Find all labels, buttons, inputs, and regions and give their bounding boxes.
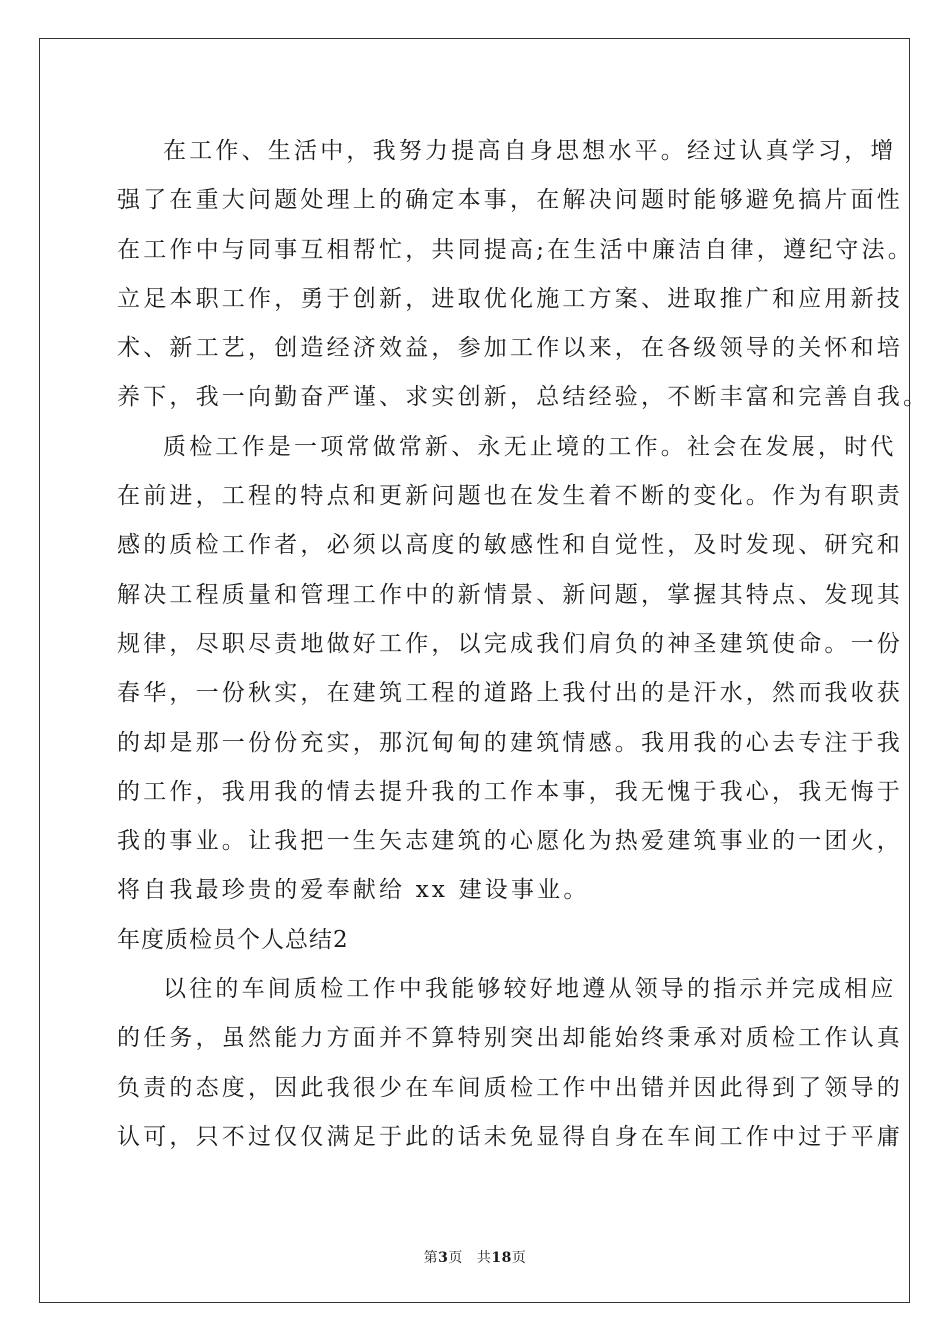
total-suffix: 页: [511, 1250, 527, 1266]
paragraph-line: 认可，只不过仅仅满足于此的话未免显得自身在车间工作中过于平庸: [117, 1123, 903, 1150]
paragraph-line: 的任务，虽然能力方面并不算特别突出却能始终秉承对质检工作认真: [117, 1025, 903, 1052]
paragraph-line: 我的事业。让我把一生矢志建筑的心愿化为热爱建筑事业的一团火，: [117, 828, 903, 855]
paragraph-line: 在前进，工程的特点和更新问题也在发生着不断的变化。作为有职责: [117, 483, 903, 510]
total-prefix: 共: [476, 1250, 492, 1266]
paragraph-line: 将自我最珍贵的爱奉献给 xx 建设事业。: [117, 877, 590, 904]
paragraph-line: 在工作中与同事互相帮忙，共同提高;在生活中廉洁自律，遵纪守法。: [117, 236, 914, 263]
paragraph-line: 的却是那一份份充实，那沉甸甸的建筑情感。我用我的心去专注于我: [117, 729, 903, 756]
page-prefix: 第: [423, 1250, 439, 1266]
paragraph-line: 负责的态度，因此我很少在车间质检工作中出错并因此得到了领导的: [117, 1074, 903, 1101]
paragraph-line: 质检工作是一项常做常新、永无止境的工作。社会在发展，时代: [163, 433, 897, 460]
page-suffix: 页: [448, 1250, 463, 1266]
paragraph-line: 春华，一份秋实，在建筑工程的道路上我付出的是汗水，然而我收获: [117, 680, 903, 707]
paragraph-line: 立足本职工作，勇于创新，进取优化施工方案、进取推广和应用新技: [117, 285, 903, 312]
paragraph-line: 规律，尽职尽责地做好工作，以完成我们肩负的神圣建筑使命。一份: [117, 630, 903, 657]
paragraph-line: 术、新工艺，创造经济效益，参加工作以来，在各级领导的关怀和培: [117, 335, 903, 362]
section-heading: 年度质检员个人总结2: [117, 926, 349, 953]
paragraph-line: 的工作，我用我的情去提升我的工作本事，我无愧于我心，我无悔于: [117, 778, 903, 805]
paragraph-line: 养下，我一向勤奋严谨、求实创新，总结经验，不断丰富和完善自我。: [117, 384, 930, 411]
page-number: 3: [438, 1250, 449, 1266]
paragraph-line: 解决工程质量和管理工作中的新情景、新问题，掌握其特点、发现其: [117, 581, 903, 608]
page-footer: [0, 1249, 950, 1267]
paragraph-line: 感的质检工作者，必须以高度的敏感性和自觉性，及时发现、研究和: [117, 532, 903, 559]
total-pages: 18: [491, 1250, 512, 1266]
document-body: [117, 127, 930, 1162]
paragraph-line: 以往的车间质检工作中我能够较好地遵从领导的指示并完成相应: [163, 976, 897, 1003]
paragraph-line: 强了在重大问题处理上的确定本事，在解决问题时能够避免搞片面性: [117, 187, 903, 214]
paragraph-line: 在工作、生活中，我努力提高自身思想水平。经过认真学习，增: [163, 138, 897, 164]
